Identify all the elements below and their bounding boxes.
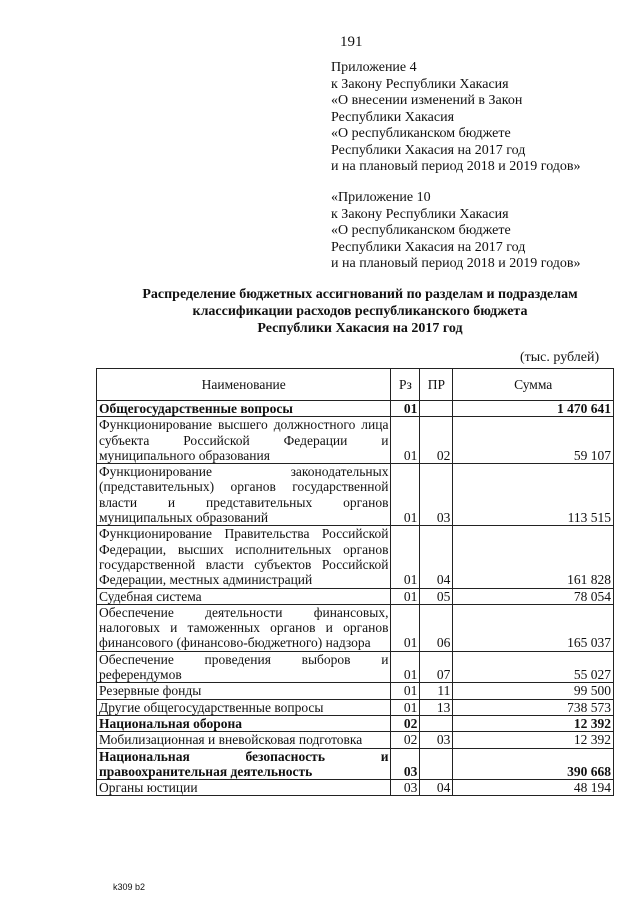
appendix-line: Республики Хакасия на 2017 год <box>331 142 526 158</box>
appendix-line: Республики Хакасия на 2017 год <box>331 239 526 255</box>
appendix-reference-block <box>331 60 631 176</box>
row-pr: 02 <box>420 417 453 464</box>
appendix-line: и на плановый период 2018 и 2019 годов» <box>331 159 581 174</box>
footer-code: k309 b2 <box>113 882 146 892</box>
row-name: Обеспечение проведения выборов и референдумов <box>97 651 391 683</box>
header-name: Наименование <box>97 369 391 401</box>
row-sum: 1 470 641 <box>453 401 614 417</box>
document-title <box>100 286 620 337</box>
table-row <box>97 683 614 699</box>
table-header-row <box>97 369 614 401</box>
row-pr: 03 <box>420 464 453 526</box>
row-name: Функционирование законодательных (представительных) органов государственной власти и представительных органов муниципальных образований <box>97 464 391 526</box>
row-name: Функционирование высшего должностного лица субъекта Российской Федерации и муниципального образования <box>97 417 391 464</box>
row-pr: 06 <box>420 604 453 651</box>
table-row <box>97 464 614 526</box>
row-rz: 01 <box>391 464 420 526</box>
header-pr: ПР <box>420 369 453 401</box>
row-rz: 01 <box>391 651 420 683</box>
appendix-line: и на плановый период 2018 и 2019 годов» <box>331 256 581 271</box>
row-rz: 02 <box>391 732 420 748</box>
table-body <box>97 401 614 796</box>
table-row <box>97 732 614 748</box>
table-row <box>97 526 614 588</box>
title-line: Республики Хакасия на 2017 год <box>257 321 463 336</box>
row-sum: 165 037 <box>453 604 614 651</box>
row-rz: 01 <box>391 417 420 464</box>
row-pr <box>420 748 453 780</box>
row-sum: 161 828 <box>453 526 614 588</box>
appendix-line: к Закону Республики Хакасия <box>331 76 509 92</box>
row-name: Резервные фонды <box>97 683 391 699</box>
table-row <box>97 417 614 464</box>
page-number: 191 <box>340 34 363 50</box>
appendix-line: «Приложение 10 <box>331 190 431 205</box>
row-name: Судебная система <box>97 588 391 604</box>
row-sum: 12 392 <box>453 715 614 731</box>
appendix-reference-block-inner <box>331 190 631 273</box>
row-sum: 48 194 <box>453 780 614 796</box>
row-sum: 99 500 <box>453 683 614 699</box>
row-sum: 78 054 <box>453 588 614 604</box>
row-sum: 55 027 <box>453 651 614 683</box>
row-sum: 390 668 <box>453 748 614 780</box>
table-row <box>97 780 614 796</box>
appendix-line: к Закону Республики Хакасия <box>331 206 509 222</box>
row-rz: 01 <box>391 604 420 651</box>
row-pr: 04 <box>420 780 453 796</box>
row-rz: 01 <box>391 683 420 699</box>
row-name: Функционирование Правительства Российской Федерации, высших исполнительных органов государственной власти субъектов Российской Федерации, местных администраций <box>97 526 391 588</box>
row-sum: 113 515 <box>453 464 614 526</box>
table-section-row <box>97 748 614 780</box>
row-pr: 03 <box>420 732 453 748</box>
row-name: Органы юстиции <box>97 780 391 796</box>
appendix-line: Приложение 4 <box>331 60 417 75</box>
table-row <box>97 604 614 651</box>
row-rz: 03 <box>391 780 420 796</box>
table-row <box>97 588 614 604</box>
row-rz: 01 <box>391 526 420 588</box>
row-rz: 02 <box>391 715 420 731</box>
row-name: Обеспечение деятельности финансовых, налоговых и таможенных органов и органов финансового (финансово-бюджетного) надзора <box>97 604 391 651</box>
title-line: Распределение бюджетных ассигнований по разделам и подразделам <box>142 287 578 302</box>
row-pr: 13 <box>420 699 453 715</box>
row-name: Национальная безопасность и правоохранительная деятельность <box>97 748 391 780</box>
row-name: Другие общегосударственные вопросы <box>97 699 391 715</box>
row-sum: 12 392 <box>453 732 614 748</box>
title-line: классификации расходов республиканского бюджета <box>192 304 528 319</box>
appendix-line: «О республиканском бюджете <box>331 223 511 238</box>
row-pr: 05 <box>420 588 453 604</box>
appendix-line: Республики Хакасия <box>331 109 455 125</box>
table-section-row <box>97 715 614 731</box>
row-rz: 03 <box>391 748 420 780</box>
units-label: (тыс. рублей) <box>520 350 600 365</box>
row-pr: 11 <box>420 683 453 699</box>
header-rz: Рз <box>391 369 420 401</box>
row-sum: 738 573 <box>453 699 614 715</box>
row-pr: 07 <box>420 651 453 683</box>
appendix-line: «О республиканском бюджете <box>331 126 511 141</box>
table-row <box>97 699 614 715</box>
row-sum: 59 107 <box>453 417 614 464</box>
row-name: Национальная оборона <box>97 715 391 731</box>
row-pr <box>420 401 453 417</box>
row-name: Мобилизационная и вневойсковая подготовка <box>97 732 391 748</box>
row-name: Общегосударственные вопросы <box>97 401 391 417</box>
row-rz: 01 <box>391 588 420 604</box>
table-section-row <box>97 401 614 417</box>
row-pr: 04 <box>420 526 453 588</box>
row-rz: 01 <box>391 699 420 715</box>
row-pr <box>420 715 453 731</box>
row-rz: 01 <box>391 401 420 417</box>
appendix-line: «О внесении изменений в Закон <box>331 93 523 108</box>
budget-allocation-table <box>96 368 614 796</box>
table-row <box>97 651 614 683</box>
header-sum: Сумма <box>453 369 614 401</box>
